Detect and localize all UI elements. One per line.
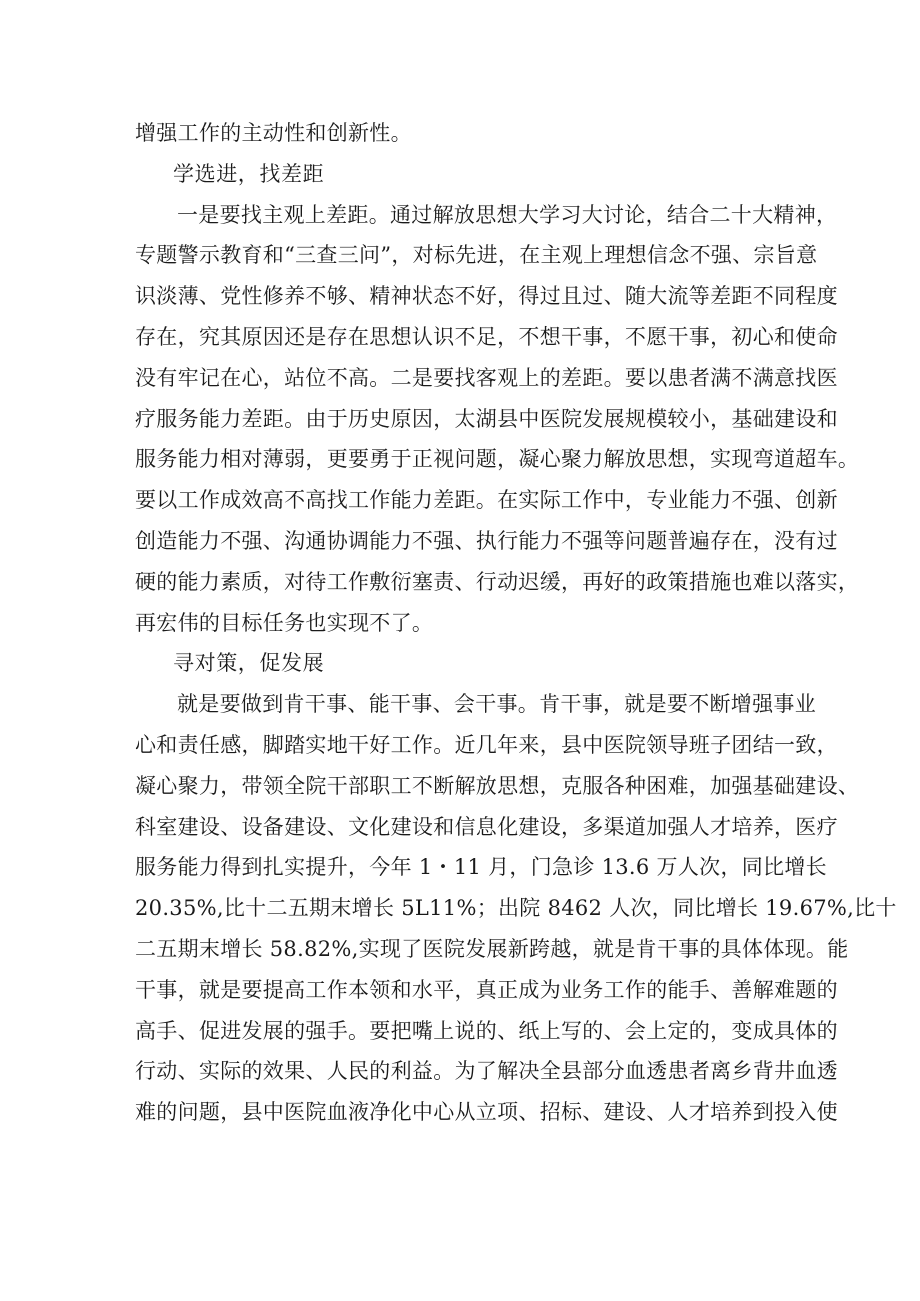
text-line: 识淡薄、党性修养不够、精神状态不好，得过且过、随大流等差距不同程度: [135, 284, 838, 309]
text-line: 存在，究其原因还是存在思想认识不足，不想干事，不愿干事，初心和使命: [135, 324, 838, 349]
text-line: 难的问题，县中医院血液净化中心从立项、招标、建设、人才培养到投入使: [135, 1100, 838, 1125]
text-line: 干事，就是要提高工作本领和水平，真正成为业务工作的能手、善解难题的: [135, 977, 838, 1002]
text-line: 服务能力得到扎实提升，今年 1・11 月，门急诊 13.6 万人次，同比增长: [135, 855, 827, 880]
text-line: 服务能力相对薄弱，更要勇于正视问题，凝心聚力解放思想，实现弯道超车。: [135, 447, 860, 472]
text-line: 硬的能力素质，对待工作敷衍塞责、行动迟缓，再好的政策措施也难以落实，: [135, 569, 860, 594]
paragraph-first-line: 一是要找主观上差距。通过解放思想大学习大讨论，结合二十大精神，: [177, 202, 838, 227]
text-line: 再宏伟的目标任务也实现不了。: [135, 610, 434, 635]
text-line: 创造能力不强、沟通协调能力不强、执行能力不强等问题普遍存在，没有过: [135, 528, 838, 553]
document-body: [135, 113, 897, 1133]
paragraph-first-line: 就是要做到肯干事、能干事、会干事。肯干事，就是要不断增强事业: [177, 692, 816, 717]
text-line: 二五期末增长 58.82%,实现了医院发展新跨越，就是肯干事的具体体现。能: [135, 936, 849, 961]
text-line: 高手、促进发展的强手。要把嘴上说的、纸上写的、会上定的，变成具体的: [135, 1018, 838, 1043]
section-heading: 寻对策，促发展: [173, 651, 325, 676]
text-line: 没有牢记在心，站位不高。二是要找客观上的差距。要以患者满不满意找医: [135, 365, 838, 390]
text-line: 疗服务能力差距。由于历史原因，太湖县中医院发展规模较小，基础建设和: [135, 406, 838, 431]
text-line: 要以工作成效高不高找工作能力差距。在实际工作中，专业能力不强、创新: [135, 488, 838, 513]
text-line: 20.35%,比十二五期末增长 5L11%；出院 8462 人次，同比增长 19.67%,比十: [135, 896, 897, 921]
section-heading: 学选进，找差距: [173, 161, 325, 186]
text-line: 凝心聚力，带领全院干部职工不断解放思想，克服各种困难，加强基础建设、: [135, 773, 860, 798]
text-line: 增强工作的主动性和创新性。: [135, 121, 412, 145]
text-line: 心和责任感，脚踏实地干好工作。近几年来，县中医院领导班子团结一致，: [135, 732, 838, 757]
text-line: 科室建设、设备建设、文化建设和信息化建设，多渠道加强人才培养，医疗: [135, 814, 838, 839]
text-line: 行动、实际的效果、人民的利益。为了解决全县部分血透患者离乡背井血透: [135, 1059, 838, 1084]
text-line: 专题警示教育和“三查三问”，对标先进，在主观上理想信念不强、宗旨意: [135, 243, 818, 268]
